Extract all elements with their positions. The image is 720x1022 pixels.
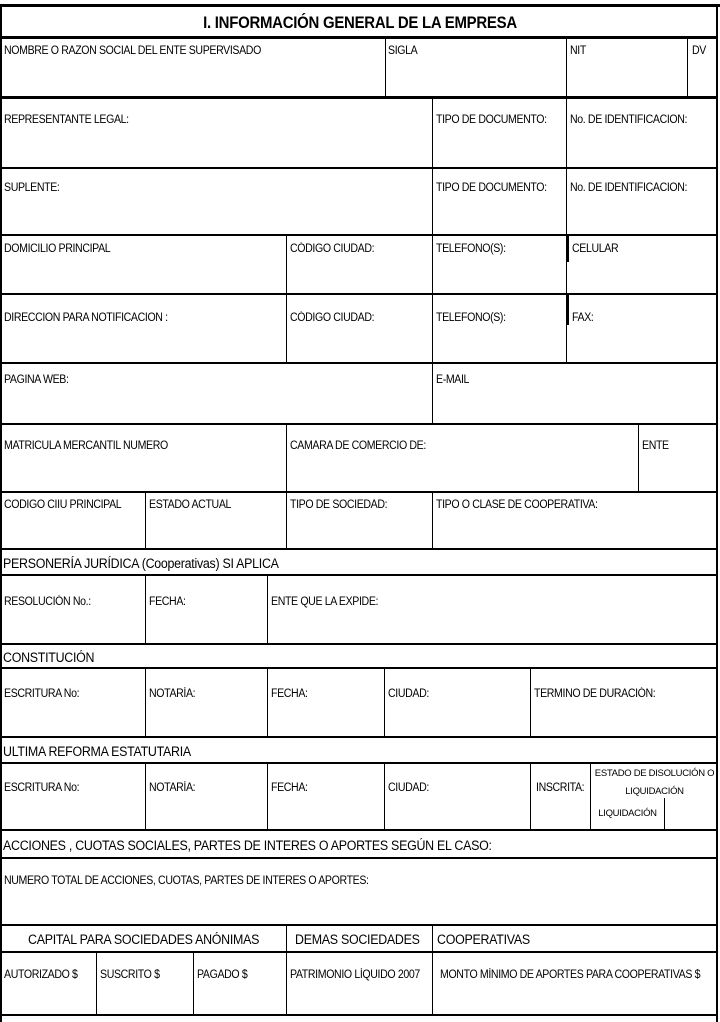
label-patrimonio: PATRIMONIO LÍQUIDO 2007: [290, 969, 420, 981]
page-title: I. INFORMACIÓN GENERAL DE LA EMPRESA: [203, 13, 517, 32]
label-email: E-MAIL: [436, 374, 470, 386]
divider: [566, 262, 567, 294]
divider: [566, 295, 569, 325]
divider: [432, 364, 433, 424]
divider: [432, 926, 433, 1016]
divider: [566, 325, 567, 363]
section-personeria: PERSONERÍA JURÍDICA (Cooperativas) SI APLICA: [3, 556, 279, 571]
label-direccion: DIRECCION PARA NOTIFICACION :: [4, 312, 168, 324]
label-codigo-ciudad: CÓDIGO CIUDAD:: [290, 243, 375, 255]
divider: [267, 669, 268, 737]
label-tipo-documento: TIPO DE DOCUMENTO:: [436, 182, 547, 194]
label-camara: CAMARA DE COMERCIO DE:: [290, 440, 426, 452]
label-autorizado: AUTORIZADO $: [4, 969, 78, 981]
label-matricula: MATRICULA MERCANTIL NUMERO: [4, 440, 168, 452]
divider: [664, 798, 665, 830]
label-escritura: ESCRITURA No:: [4, 782, 80, 794]
divider: [530, 669, 531, 737]
label-telefono: TELEFONO(S):: [436, 243, 506, 255]
border-top: [0, 4, 720, 7]
divider: [432, 169, 433, 235]
divider: [566, 99, 567, 168]
label-celular: CELULAR: [572, 243, 619, 255]
label-ciiu: CODIGO CIIU PRINCIPAL: [4, 499, 122, 511]
label-liquidacion: LIQUIDACIÓN: [598, 808, 657, 819]
border-left: [0, 4, 2, 1022]
divider: [0, 491, 718, 493]
divider: [145, 764, 146, 830]
divider: [0, 234, 718, 236]
divider: [286, 236, 287, 294]
label-fax: FAX:: [572, 312, 594, 324]
section-reforma: ULTIMA REFORMA ESTATUTARIA: [3, 744, 191, 759]
label-estado-actual: ESTADO ACTUAL: [149, 499, 232, 511]
divider: [96, 953, 97, 1016]
divider: [286, 425, 287, 492]
divider: [530, 764, 531, 830]
label-pagado: PAGADO $: [197, 969, 248, 981]
label-termino: TERMINO DE DURACIÓN:: [534, 688, 656, 700]
divider: [0, 643, 718, 645]
label-notaria: NOTARÍA:: [149, 688, 196, 700]
divider: [0, 96, 718, 99]
divider: [566, 169, 567, 235]
divider: [145, 576, 146, 644]
section-demas-sociedades: DEMAS SOCIEDADES: [295, 932, 420, 947]
divider: [566, 236, 569, 262]
divider: [267, 576, 268, 644]
divider: [145, 493, 146, 549]
label-no-identificacion: No. DE IDENTIFICACION:: [570, 182, 688, 194]
label-nit: NIT: [570, 45, 586, 57]
section-constitucion: CONSTITUCIÓN: [3, 650, 95, 665]
divider: [687, 38, 688, 96]
divider: [432, 493, 433, 549]
section-capital-anonimas: CAPITAL PARA SOCIEDADES ANÓNIMAS: [28, 932, 260, 947]
label-tipo-documento: TIPO DE DOCUMENTO:: [436, 114, 547, 126]
label-suplente: SUPLENTE:: [4, 182, 60, 194]
divider: [193, 953, 194, 1016]
divider: [638, 425, 639, 492]
divider: [566, 38, 567, 96]
divider: [0, 924, 718, 926]
divider: [0, 667, 718, 669]
divider: [385, 38, 386, 96]
label-ente: ENTE: [642, 440, 669, 452]
divider: [432, 236, 433, 294]
label-inscrita: INSCRITA:: [536, 782, 585, 794]
divider: [267, 764, 268, 830]
label-representante: REPRESENTANTE LEGAL:: [4, 114, 129, 126]
label-ciudad: CIUDAD:: [388, 688, 429, 700]
label-sigla: SIGLA: [388, 45, 418, 57]
border-right: [716, 4, 718, 1022]
divider: [432, 99, 433, 168]
divider: [286, 295, 287, 363]
label-ciudad: CIUDAD:: [388, 782, 429, 794]
divider: [0, 293, 718, 295]
label-fecha: FECHA:: [271, 688, 308, 700]
section-acciones: ACCIONES , CUOTAS SOCIALES, PARTES DE INTERES O APORTES SEGÚN EL CASO:: [3, 838, 492, 853]
label-estado-disolucion: ESTADO DE DISOLUCIÓN O: [594, 768, 715, 779]
divider: [384, 764, 385, 830]
label-fecha: FECHA:: [149, 596, 186, 608]
divider: [286, 926, 287, 1016]
label-no-identificacion: No. DE IDENTIFICACION:: [570, 114, 688, 126]
divider: [286, 493, 287, 549]
label-telefono: TELEFONO(S):: [436, 312, 506, 324]
divider: [0, 548, 718, 550]
label-nombre: NOMBRE O RAZON SOCIAL DEL ENTE SUPERVISADO: [4, 45, 261, 57]
divider: [0, 167, 718, 169]
label-numero-total: NUMERO TOTAL DE ACCIONES, CUOTAS, PARTES DE INTERES O APORTES:: [4, 875, 369, 887]
section-cooperativas: COOPERATIVAS: [437, 932, 530, 947]
label-fecha: FECHA:: [271, 782, 308, 794]
label-dv: DV: [692, 45, 706, 57]
border-bottom: [0, 1014, 718, 1016]
label-pagina-web: PAGINA WEB:: [4, 374, 69, 386]
divider: [384, 669, 385, 737]
divider: [0, 951, 718, 953]
divider: [0, 423, 718, 425]
label-tipo-sociedad: TIPO DE SOCIEDAD:: [290, 499, 388, 511]
label-notaria: NOTARÍA:: [149, 782, 196, 794]
divider: [0, 829, 718, 831]
label-ente-expide: ENTE QUE LA EXPIDE:: [271, 596, 379, 608]
divider: [145, 669, 146, 737]
divider: [0, 736, 718, 738]
divider: [0, 36, 718, 39]
label-escritura: ESCRITURA No:: [4, 688, 80, 700]
label-tipo-cooperativa: TIPO O CLASE DE COOPERATIVA:: [436, 499, 598, 511]
label-suscrito: SUSCRITO $: [100, 969, 160, 981]
label-monto-minimo: MONTO MÍNIMO DE APORTES PARA COOPERATIVAS $: [440, 969, 701, 981]
label-estado-disolucion-2: LIQUIDACIÓN: [625, 786, 684, 797]
divider: [432, 295, 433, 363]
divider: [0, 762, 718, 764]
divider: [0, 857, 718, 859]
divider: [0, 362, 718, 364]
label-resolucion: RESOLUCIÓN No.:: [4, 596, 91, 608]
label-domicilio: DOMICILIO PRINCIPAL: [4, 243, 111, 255]
divider: [0, 574, 718, 576]
label-codigo-ciudad: CÓDIGO CIUDAD:: [290, 312, 375, 324]
